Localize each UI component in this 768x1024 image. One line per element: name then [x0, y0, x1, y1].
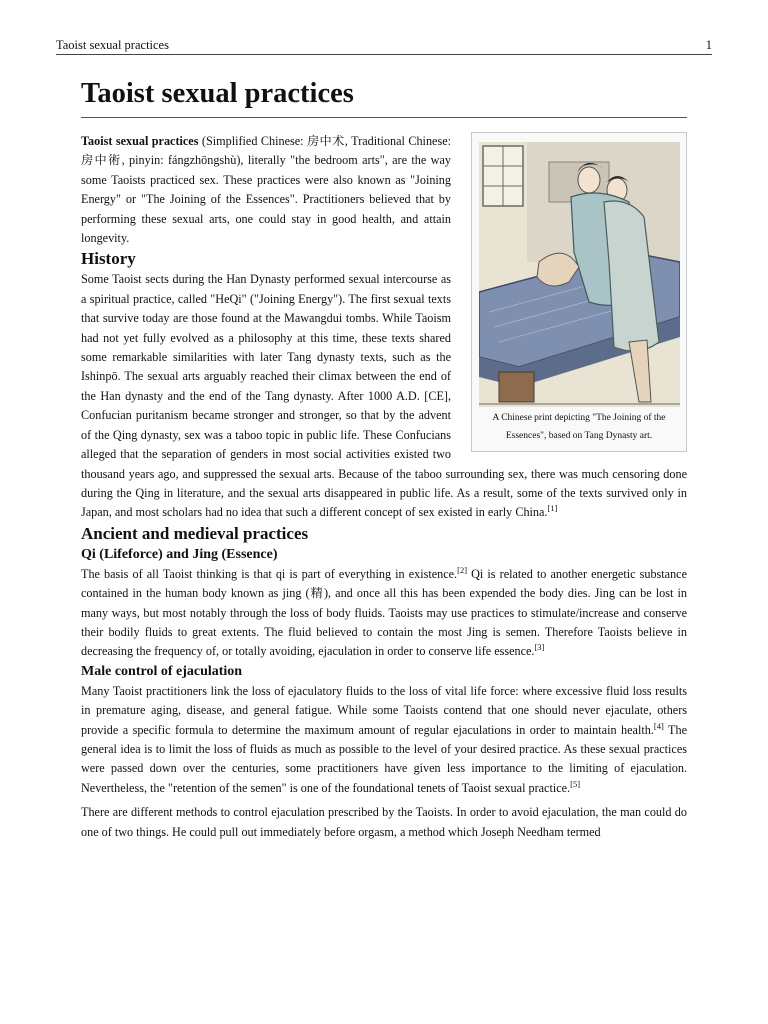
running-header-title: Taoist sexual practices: [56, 38, 169, 52]
male-paragraph-2: There are different methods to control ejaculation prescribed by the Taoists. In order to avoid ejaculation, the man could do one of two things. He could pull out immediately before orgasm, a method which Joseph Needham termed: [81, 805, 687, 839]
citation-link[interactable]: [3]: [534, 642, 545, 653]
male-text-1: Many Taoist practitioners link the loss of ejaculatory fluids to the loss of vital life force: where excessive fluid loss results in premature aging, disease, and general fatigue. While some Taoists contend that one should never ejaculate, others provide a specific formula to determine the maximum amount of regular ejaculations in order to maintain health.: [81, 683, 687, 737]
subsection-heading-qi-jing: Qi (Lifeforce) and Jing (Essence): [81, 546, 278, 562]
history-text: Some Taoist sects during the Han Dynasty performed sexual intercourse as a spiritual practice, called "HeQi" ("Joining Energy"). The first sexual texts that survive today are those found at the Mawangdui tombs. While Taoism had not yet fully evolved as a philosophy at this time, these texts shared some remarkable similarities with later Tang dynasty texts, such as the Ishinpō. The sexual arts arguably reached their climax between the end of the Han dynasty and the end of the Tang dynasty. After 1000 A.D. [CE], Confucian puritanism became stronger and stronger, so that by the advent of the Qing dynasty, sex was a taboo topic in public life. These Confucians alleged that the separation of genders in most social activities existed two thousand years ago, and suppressed the sexual arts. Because of the taboo surrounding sex, there was much censoring done during the Qing in literature, and the sexual arts disappeared in public life. As a result, some of the texts survived only in Japan, and most scholars had no idea that such a different concept of sex existed in early China.: [81, 272, 687, 520]
qi-text-1: The basis of all Taoist thinking is that qi is part of everything in existence.: [81, 566, 458, 581]
male-text-2: The general idea is to limit the loss of fluids as much as possible to the level of your desired practice. As these sexual practices were passed down over the centuries, some practitioners have given less importance to the limiting of ejaculation. Nevertheless, the "retention of the semen" is one of the foundational tenets of Taoist sexual practice.: [81, 722, 688, 795]
section-heading-history: History: [81, 249, 136, 269]
male-paragraph-1: [81, 682, 687, 798]
subsection-heading-male-control: Male control of ejaculation: [81, 663, 243, 679]
running-header: [56, 36, 712, 55]
section-heading-ancient: Ancient and medieval practices: [81, 523, 309, 543]
citation-link[interactable]: [2]: [457, 564, 468, 575]
article-title: Taoist sexual practices: [81, 74, 687, 118]
qi-text-2: Qi is related to another energetic substance contained in the human body known as jing (精), and once all this has been expended the body dies. Jing can be lost in many ways, but most notably through the loss of body fluids. Taoists may use practices to stimulate/increase and conserve their bodily fluids to great extents. The fluid believed to contain the most Jing is semen. Therefore Taoists believe in decreasing the frequency of, or totally avoiding, ejaculation in order to conserve life essence.: [81, 566, 688, 659]
figure-caption: A Chinese print depicting "The Joining of the Essences", based on Tang Dynasty art.: [492, 413, 666, 441]
figure-box: [471, 132, 687, 452]
citation-link[interactable]: [4]: [653, 720, 664, 731]
qi-paragraph: [81, 565, 687, 662]
intro-text: (Simplified Chinese: 房中术, Traditional Chinese: 房中術, pinyin: fángzhōngshù), literally "the bedroom arts", are the way some Taoists practiced sex. These practices were also known as "Joining Energy" or "The Joining of the Essences". Practitioners believed that by performing these sexual arts, one could stay in good health, and attain longevity.: [81, 134, 451, 246]
article-body: [81, 132, 687, 842]
citation-link[interactable]: [5]: [570, 778, 581, 789]
citation-link[interactable]: [1]: [547, 503, 558, 514]
page-number: 1: [705, 38, 712, 52]
intro-bold-term: Taoist sexual practices: [81, 134, 199, 148]
chinese-print-image: [479, 142, 680, 407]
